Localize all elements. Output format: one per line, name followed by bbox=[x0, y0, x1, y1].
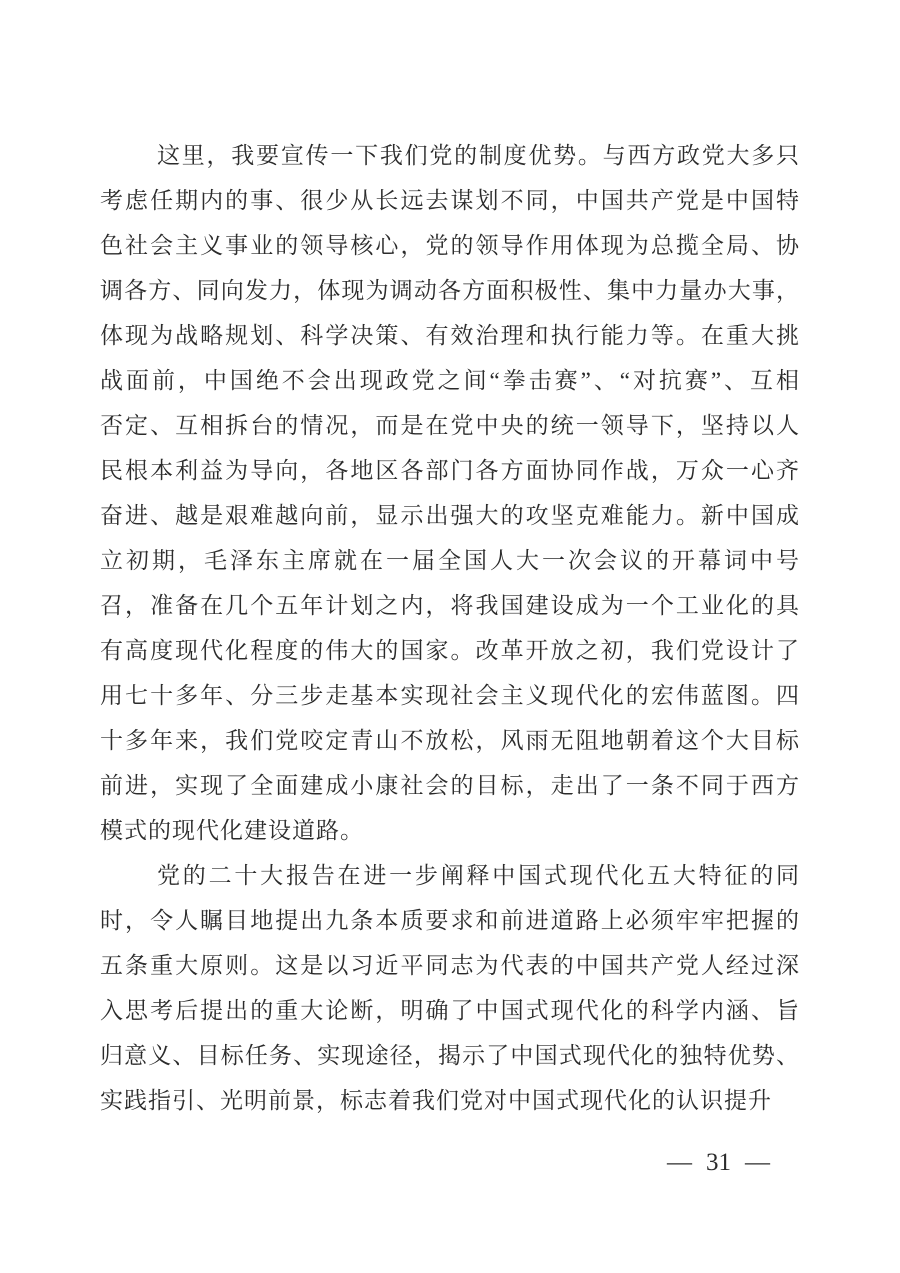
text-line: 考虑任期内的事、很少从长远去谋划不同，中国共产党是中国特 bbox=[100, 188, 800, 213]
page-number-footer bbox=[100, 1149, 800, 1177]
text-line: 党的二十大报告在进一步阐释中国式现代化五大特征的同 bbox=[157, 863, 800, 888]
text-line: 归意义、目标任务、实现途径，揭示了中国式现代化的独特优势、 bbox=[100, 1043, 800, 1068]
page-number: 31 bbox=[706, 1149, 731, 1176]
text-line: 用七十多年、分三步走基本实现社会主义现代化的宏伟蓝图。四 bbox=[100, 683, 800, 708]
text-line: 入思考后提出的重大论断，明确了中国式现代化的科学内涵、旨 bbox=[100, 998, 800, 1023]
text-line: 时，令人瞩目地提出九条本质要求和前进道路上必须牢牢把握的 bbox=[100, 908, 800, 933]
text-line: 体现为战略规划、科学决策、有效治理和执行能力等。在重大挑 bbox=[100, 323, 800, 348]
text-line: 民根本利益为导向，各地区各部门各方面协同作战，万众一心齐 bbox=[100, 458, 800, 483]
text-line: 战面前，中国绝不会出现政党之间“拳击赛”、“对抗赛”、互相 bbox=[100, 368, 800, 393]
footer-dash-left: — bbox=[667, 1149, 692, 1176]
text-line: 奋进、越是艰难越向前，显示出强大的攻坚克难能力。新中国成 bbox=[100, 503, 800, 528]
text-line: 五条重大原则。这是以习近平同志为代表的中国共产党人经过深 bbox=[100, 953, 800, 978]
text-line: 否定、互相拆台的情况，而是在党中央的统一领导下，坚持以人 bbox=[100, 413, 800, 438]
text-line: 模式的现代化建设道路。 bbox=[100, 818, 364, 843]
text-line: 实践指引、光明前景，标志着我们党对中国式现代化的认识提升 bbox=[100, 1088, 772, 1113]
body-text bbox=[100, 133, 800, 1123]
text-line: 召，准备在几个五年计划之内，将我国建设成为一个工业化的具 bbox=[100, 593, 800, 618]
text-line: 调各方、同向发力，体现为调动各方面积极性、集中力量办大事， bbox=[100, 278, 800, 303]
text-line: 这里，我要宣传一下我们党的制度优势。与西方政党大多只 bbox=[157, 143, 800, 168]
text-line: 色社会主义事业的领导核心，党的领导作用体现为总揽全局、协 bbox=[100, 233, 800, 258]
text-line: 有高度现代化程度的伟大的国家。改革开放之初，我们党设计了 bbox=[100, 638, 800, 663]
text-line: 前进，实现了全面建成小康社会的目标，走出了一条不同于西方 bbox=[100, 773, 800, 798]
text-line: 十多年来，我们党咬定青山不放松，风雨无阻地朝着这个大目标 bbox=[100, 728, 800, 753]
footer-dash-right: — bbox=[745, 1149, 770, 1176]
text-line: 立初期，毛泽东主席就在一届全国人大一次会议的开幕词中号 bbox=[100, 548, 800, 573]
